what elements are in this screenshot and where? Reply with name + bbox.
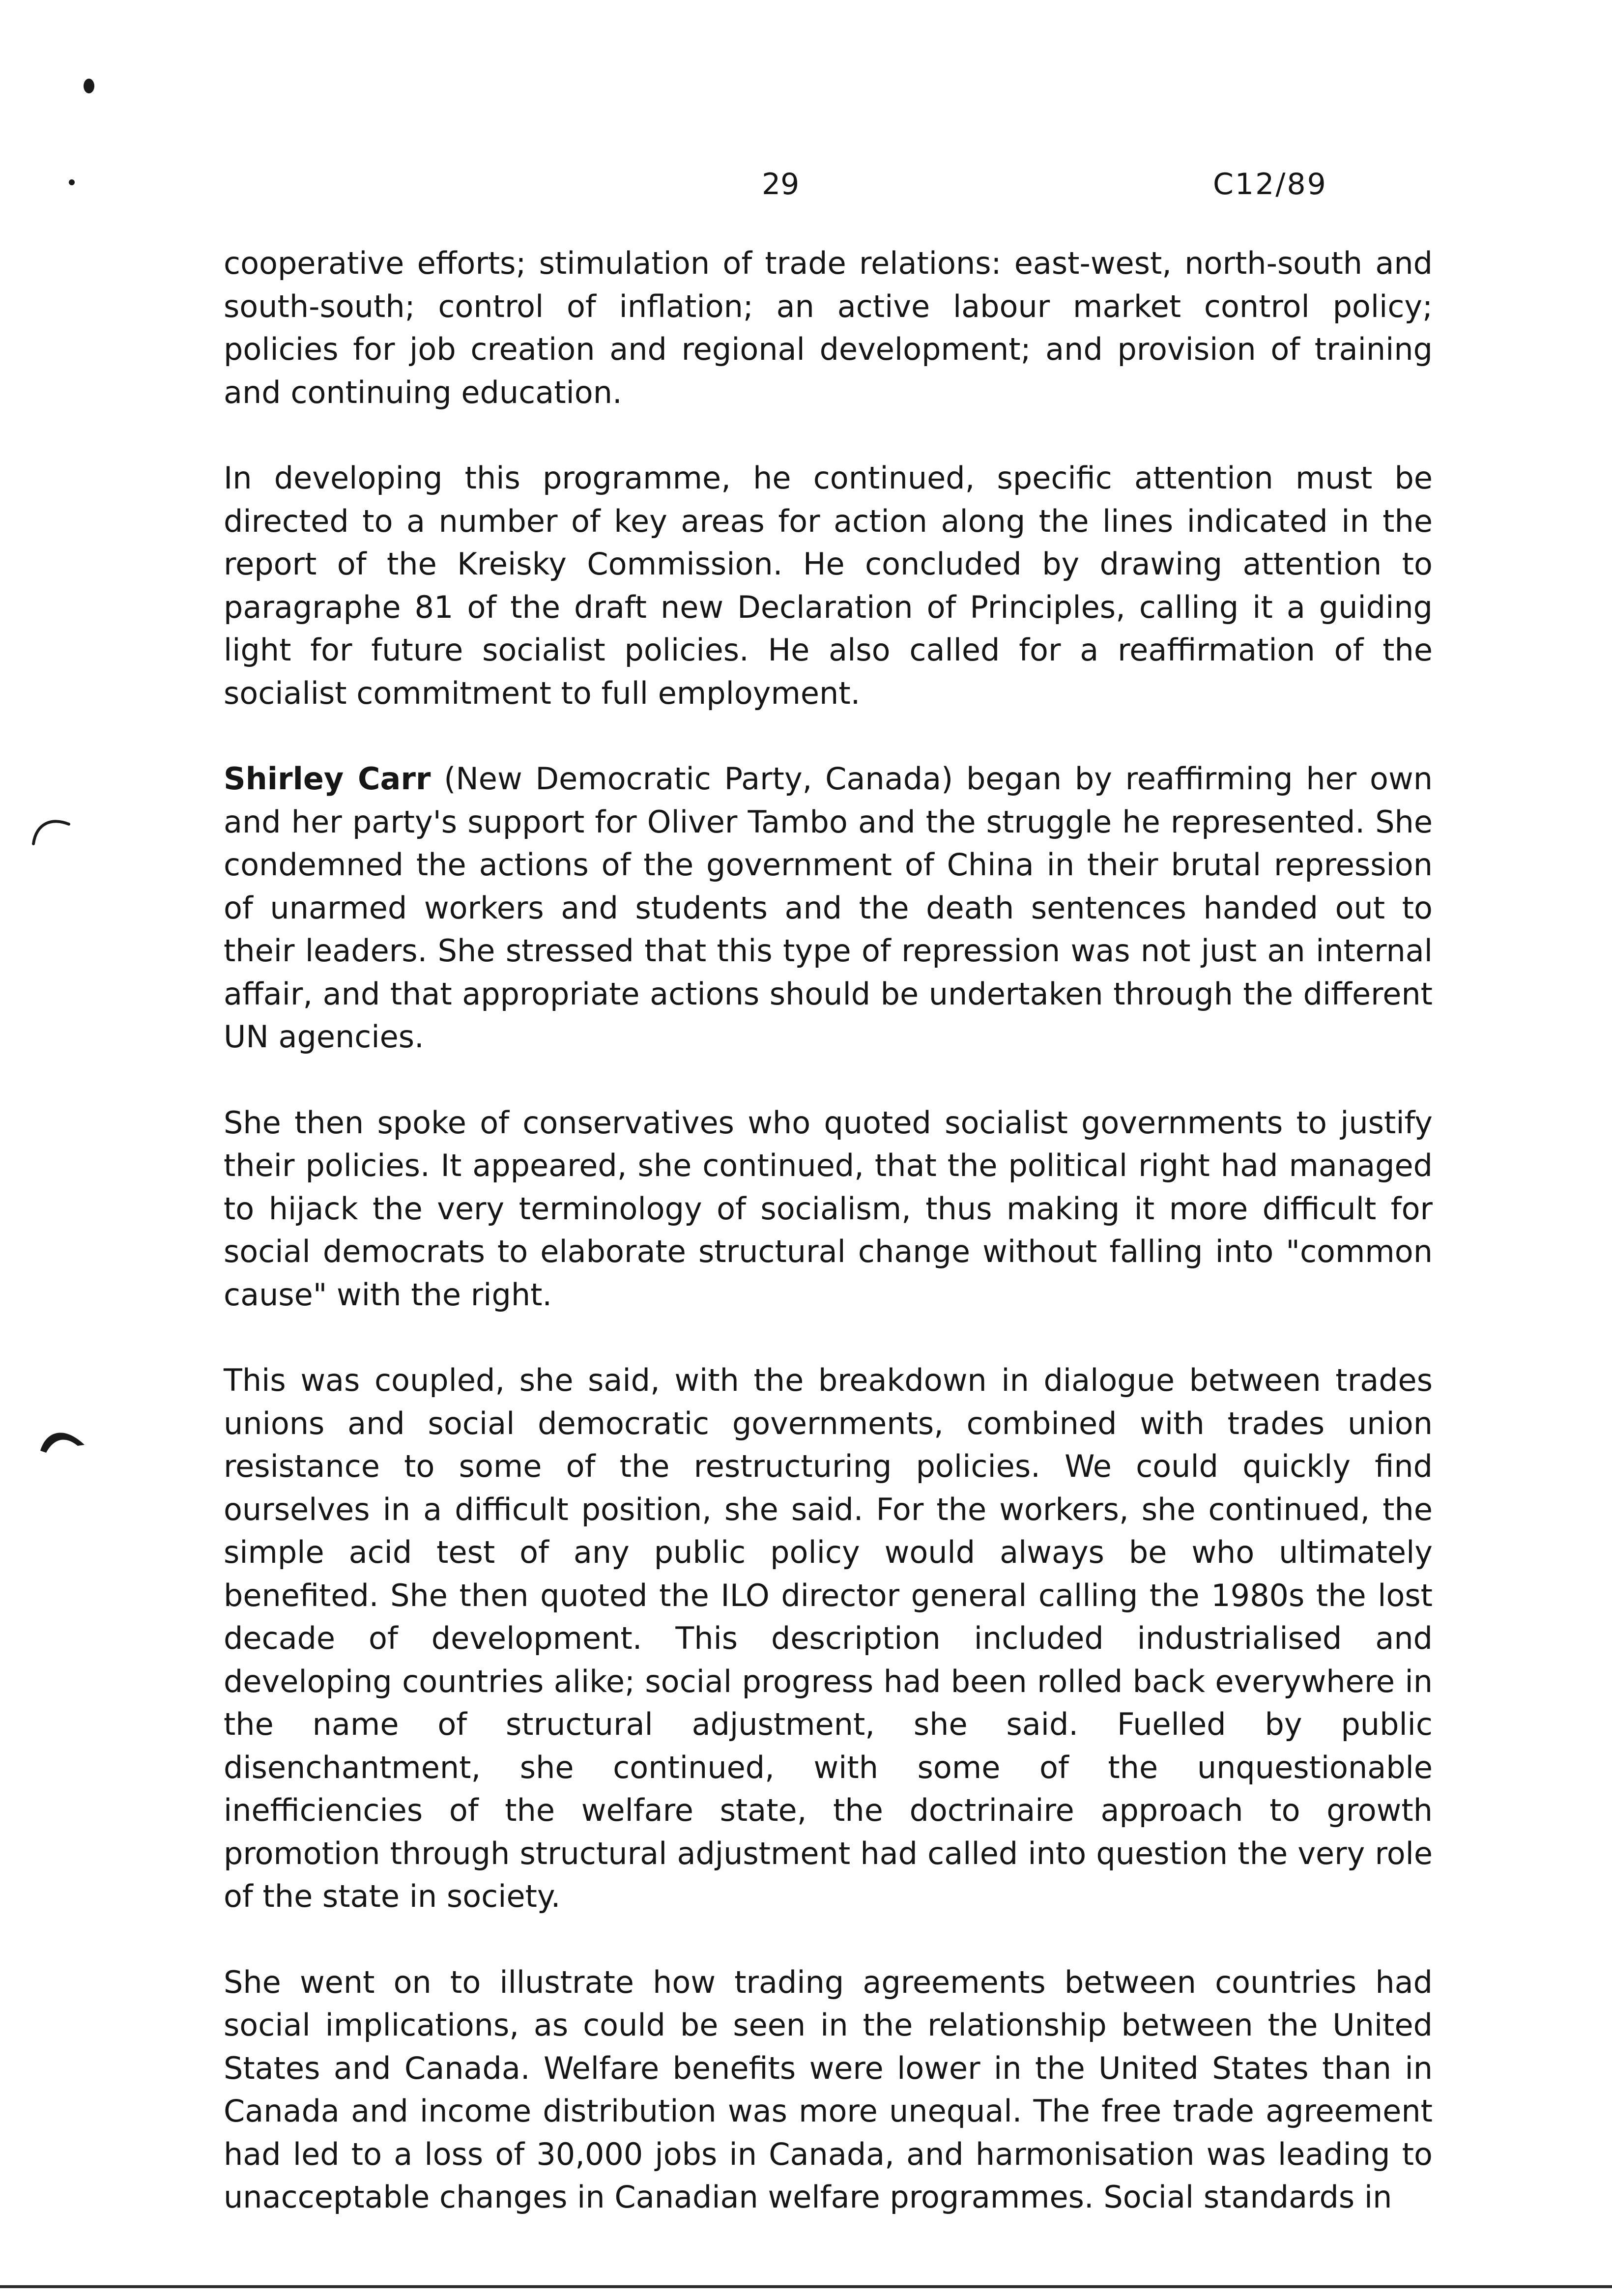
page-number: 29 xyxy=(762,167,800,201)
paragraph xyxy=(224,242,1433,414)
page-header xyxy=(0,162,1612,206)
paragraph xyxy=(224,1359,1433,1918)
paragraph xyxy=(224,757,1433,1059)
margin-arrow-mark xyxy=(35,1420,89,1460)
paragraph-text: In developing this programme, he continued, specific attention must be directed to a number of key areas for action along the lines indicated in the report of the Kreisky Commission. He concluded by drawing attention to paragraphe 81 of the draft new Declaration of Principles, calling it a guiding light for future socialist policies. He also called for a reaffirmation of the socialist commitment to full employment. xyxy=(224,460,1433,711)
paragraph-text: This was coupled, she said, with the breakdown in dialogue between trades unions and social democratic governments, combined with trades union resistance to some of the restructuring policies. We could quickly find ourselves in a difficult position, she said. For the workers, she continued, the simple acid test of any public policy would always be who ultimately benefited. She then quoted the ILO director general calling the 1980s the lost decade of development. This description included industrialised and developing countries alike; social progress had been rolled back everywhere in the name of structural adjustment, she said. Fuelled by public disenchantment, she continued, with some of the unquestionable inefficiencies of the welfare state, the doctrinaire approach to growth promotion through structural adjustment had called into question the very role of the state in society. xyxy=(224,1362,1433,1914)
paragraph-text: She then spoke of conservatives who quoted socialist governments to justify their policies. It appeared, she continued, that the political right had managed to hijack the very terminology of socialism, thus making it more difficult for social democrats to elaborate structural change without falling into "common cause" with the right. xyxy=(224,1104,1433,1313)
paragraph-text: She went on to illustrate how trading agreements between countries had social implications, as could be seen in the relationship between the United States and Canada. Welfare benefits were lower in the United States than in Canada and income distribution was more unequal. The free trade agreement had led to a loss of 30,000 jobs in Canada, and harmonisation was leading to unacceptable changes in Canadian welfare programmes. Social standards in xyxy=(224,1964,1433,2215)
document-body xyxy=(224,242,1433,2262)
bottom-scan-rule xyxy=(0,2285,1612,2288)
paragraph-text: (New Democratic Party, Canada) began by reaffirming her own and her party's support for Oliver Tambo and the struggle he represented. She condemned the actions of the government of China in their brutal repression of unarmed workers and students and the death sentences handed out to their leaders. She stressed that this type of repression was not just an internal affair, and that appropriate actions should be undertaken through the different UN agencies. xyxy=(224,761,1433,1055)
speaker-name: Shirley Carr xyxy=(224,761,431,797)
paragraph xyxy=(224,1101,1433,1317)
paragraph xyxy=(224,1961,1433,2219)
margin-bracket-mark xyxy=(29,813,74,848)
scan-speck xyxy=(84,79,94,93)
paragraph xyxy=(224,457,1433,715)
paragraph-text: cooperative efforts; stimulation of trade relations: east-west, north-south and south-south; control of inflation; an active labour market control policy; policies for job creation and regional development; and provision of training and continuing education. xyxy=(224,245,1433,410)
document-reference: C12/89 xyxy=(1213,167,1327,201)
